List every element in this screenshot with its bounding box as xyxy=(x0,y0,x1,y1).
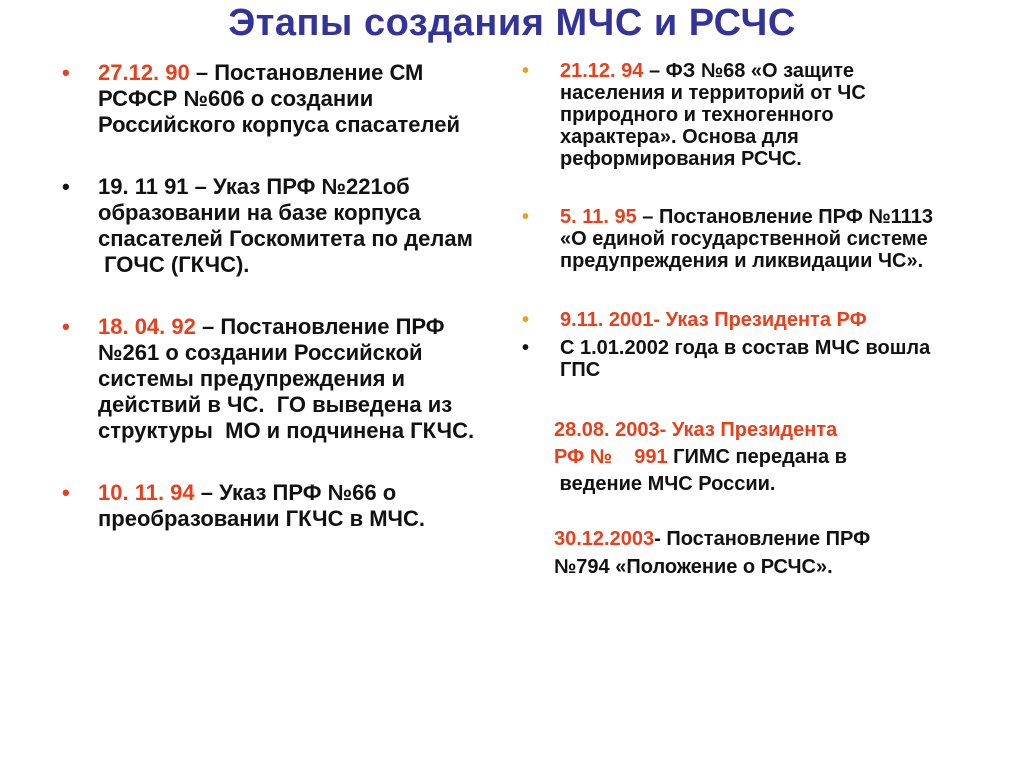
item-text: спасателей Госкомитета по делам xyxy=(98,226,473,251)
item-date: 18. 04. 92 xyxy=(98,314,196,339)
item-date: 27.12. 90 xyxy=(98,60,190,85)
bullet-icon: • xyxy=(522,309,530,331)
slide-title: Этапы создания МЧС и РСЧС xyxy=(228,2,796,44)
item-text: «О единой государственной системе xyxy=(560,228,928,250)
bullet-icon: • xyxy=(62,174,70,199)
item-text: населения и территорий от ЧС xyxy=(560,82,866,104)
item-date: РФ № 991 xyxy=(554,446,668,468)
item-text: – Постановление СМ xyxy=(189,60,424,85)
item-text: Российского корпуса спасателей xyxy=(98,112,460,137)
right-item-3 xyxy=(560,309,867,331)
item-text: природного и техногенного xyxy=(560,104,834,126)
right-item-6 xyxy=(554,525,870,581)
item-text: действий в ЧС. ГО выведена из xyxy=(98,392,453,417)
item-text: системы предупреждения и xyxy=(98,366,406,391)
left-item-4 xyxy=(98,480,425,532)
left-item-3 xyxy=(98,314,474,444)
bullet-icon: • xyxy=(522,337,530,359)
bullet-icon: • xyxy=(62,314,70,339)
item-text: 19. 11 91 – Указ ПРФ №221об xyxy=(98,174,410,199)
item-text: ведение МЧС России. xyxy=(554,473,776,495)
right-item-1 xyxy=(560,60,866,170)
item-text: РСФСР №606 о создании xyxy=(98,86,374,111)
bullet-icon: • xyxy=(522,206,530,228)
bullet-icon: • xyxy=(62,60,70,85)
item-text: характера». Основа для xyxy=(560,126,799,148)
item-text: С 1.01.2002 года в состав МЧС вошла xyxy=(560,337,931,359)
right-item-4 xyxy=(560,337,930,381)
item-text: образовании на базе корпуса xyxy=(98,200,421,225)
item-text: структуры МО и подчинена ГКЧС. xyxy=(98,418,475,443)
item-text: 9.11. 2001- Указ Президента РФ xyxy=(560,309,867,331)
bullet-icon: • xyxy=(62,480,70,505)
item-text: преобразовании ГКЧС в МЧС. xyxy=(98,506,426,531)
item-text: - Постановление ПРФ xyxy=(654,528,871,550)
item-text: ГИМС передана в xyxy=(667,446,847,468)
item-text: реформирования РСЧС. xyxy=(560,148,802,170)
item-date: 10. 11. 94 xyxy=(98,480,195,505)
item-text: №261 о создании Российской xyxy=(98,340,423,365)
item-text: – Указ ПРФ №66 о xyxy=(194,480,397,505)
item-date: 30.12.2003 xyxy=(554,528,655,550)
item-text: – ФЗ №68 «О защите xyxy=(643,60,855,82)
left-item-1 xyxy=(98,60,460,138)
right-item-5 xyxy=(554,417,847,498)
item-text: №794 «Положение о РСЧС». xyxy=(554,556,833,578)
item-text: – Постановление ПРФ №1113 xyxy=(636,206,933,228)
left-item-2 xyxy=(98,174,473,278)
item-date: 5. 11. 95 xyxy=(560,206,637,228)
item-text: 28.08. 2003- Указ Президента xyxy=(554,419,838,441)
item-text: – Постановление ПРФ xyxy=(195,314,445,339)
bullet-icon: • xyxy=(522,60,530,82)
item-date: 21.12. 94 xyxy=(560,60,644,82)
item-text: ГОЧС (ГКЧС). xyxy=(98,252,250,277)
item-text: предупреждения и ликвидации ЧС». xyxy=(560,250,924,272)
right-item-2 xyxy=(560,206,933,272)
item-text: ГПС xyxy=(560,359,601,381)
